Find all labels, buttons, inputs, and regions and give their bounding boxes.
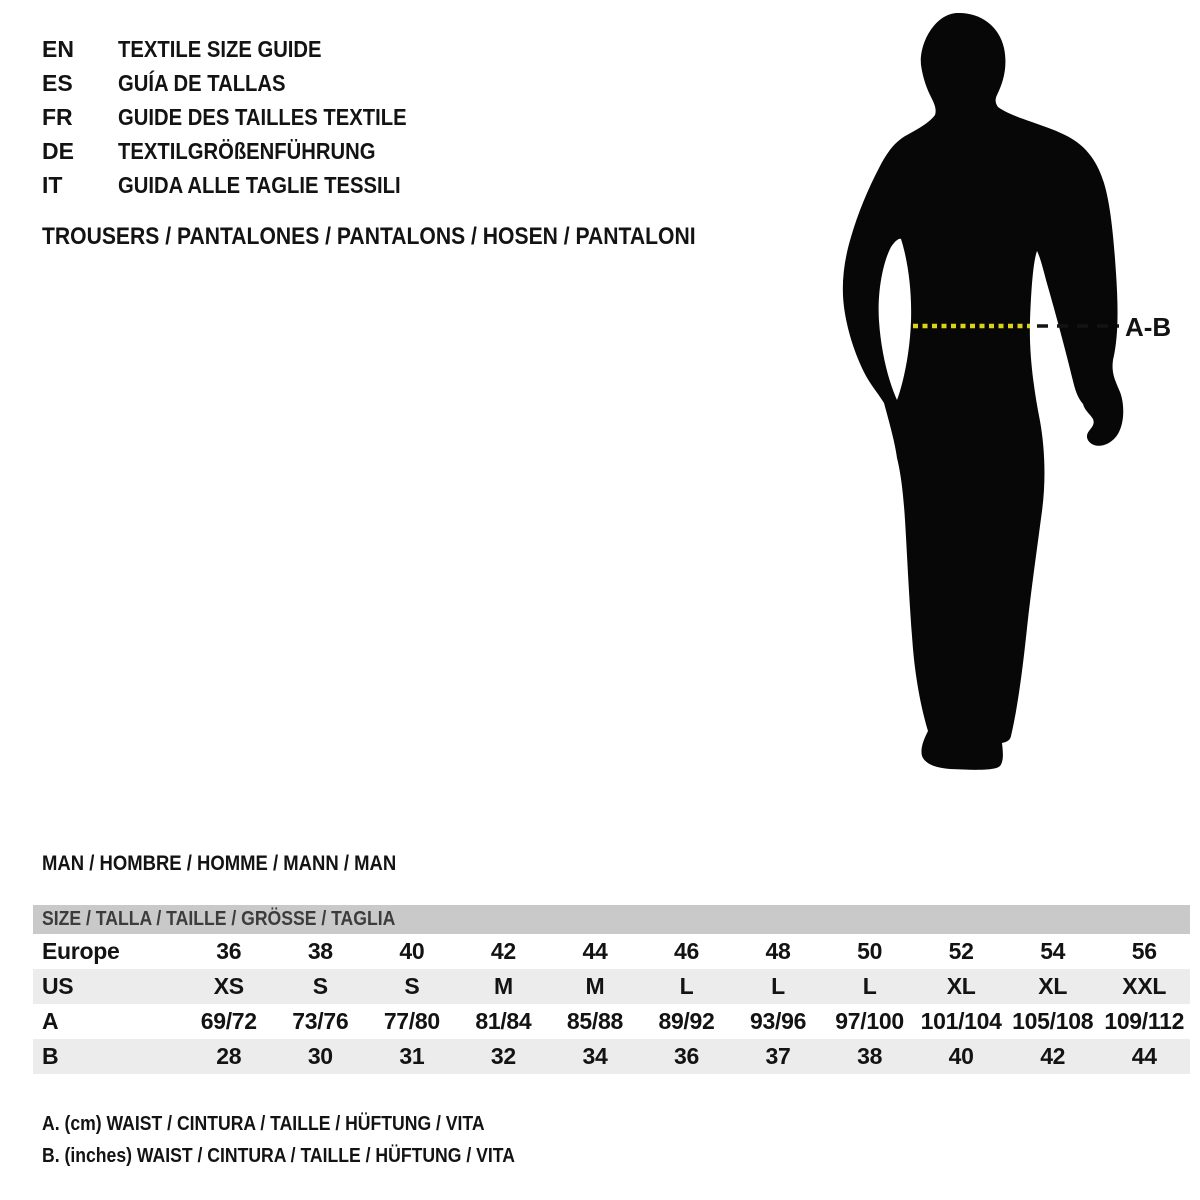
size-cell: 31	[399, 1043, 425, 1069]
language-title: GUIDA ALLE TAGLIE TESSILI	[118, 172, 401, 198]
size-cell: XXL	[1122, 973, 1167, 999]
size-table-header: SIZE / TALLA / TAILLE / GRÖSSE / TAGLIA	[33, 905, 1190, 934]
size-cell: 32	[490, 1043, 516, 1069]
size-cell: 36	[674, 1043, 699, 1069]
table-row-europe	[33, 934, 1190, 969]
language-row	[42, 32, 446, 66]
size-cell: 85/88	[566, 1008, 623, 1034]
man-silhouette-shape	[843, 13, 1123, 770]
size-cell: 38	[857, 1043, 883, 1069]
size-cell: 37	[765, 1043, 791, 1069]
size-cell: 42	[490, 938, 516, 964]
measure-label: A-B	[1125, 312, 1172, 342]
language-code: ES	[42, 70, 73, 96]
size-cell: 30	[307, 1043, 333, 1069]
size-cell: 52	[948, 938, 974, 964]
size-cell: S	[404, 973, 420, 999]
row-label: Europe	[42, 938, 120, 964]
row-label: A	[42, 1008, 59, 1034]
man-silhouette-figure	[810, 0, 1200, 800]
size-cell: XS	[213, 973, 244, 999]
size-cell: 28	[216, 1043, 242, 1069]
size-cell: 93/96	[750, 1008, 807, 1034]
size-cell: 77/80	[383, 1008, 440, 1034]
language-list	[42, 32, 446, 202]
size-cell: 50	[857, 938, 883, 964]
size-cell: M	[585, 973, 605, 999]
language-code: FR	[42, 104, 73, 130]
size-cell: S	[312, 973, 328, 999]
language-row	[42, 66, 446, 100]
size-cell: 34	[582, 1043, 608, 1069]
language-code: IT	[42, 172, 63, 198]
size-cell: 44	[582, 938, 608, 964]
size-cell: 89/92	[658, 1008, 715, 1034]
size-cell: L	[862, 973, 877, 999]
size-cell: XL	[1038, 973, 1068, 999]
size-table	[33, 905, 1190, 1074]
table-row-b-inches	[33, 1039, 1190, 1074]
language-row	[42, 100, 446, 134]
row-label: B	[42, 1043, 59, 1069]
size-cell: 109/112	[1104, 1008, 1185, 1034]
size-cell: L	[679, 973, 694, 999]
size-cell: 81/84	[475, 1008, 532, 1034]
size-cell: 73/76	[292, 1008, 349, 1034]
language-code: DE	[42, 138, 74, 164]
language-title: TEXTILGRÖßENFÜHRUNG	[118, 138, 376, 164]
size-cell: M	[493, 973, 513, 999]
size-cell: 69/72	[200, 1008, 257, 1034]
language-code: EN	[42, 36, 74, 62]
category-heading: TROUSERS / PANTALONES / PANTALONS / HOSEN / PANTALONI	[42, 223, 696, 250]
size-cell: 46	[674, 938, 699, 964]
row-label: US	[42, 973, 74, 999]
size-cell: 54	[1040, 938, 1066, 964]
footnote-a-cm: A. (cm) WAIST / CINTURA / TAILLE / HÜFTUNG / VITA	[42, 1113, 485, 1135]
size-cell: 40	[948, 1043, 974, 1069]
language-row	[42, 134, 446, 168]
size-cell: 48	[765, 938, 791, 964]
language-title: TEXTILE SIZE GUIDE	[118, 36, 322, 62]
size-cell: 56	[1131, 938, 1157, 964]
footnote-b-inches: B. (inches) WAIST / CINTURA / TAILLE / HÜFTUNG / VITA	[42, 1145, 515, 1167]
size-cell: 97/100	[835, 1008, 904, 1034]
gender-heading: MAN / HOMBRE / HOMME / MANN / MAN	[42, 852, 397, 875]
size-cell: 44	[1131, 1043, 1157, 1069]
size-cell: 38	[307, 938, 333, 964]
size-cell: 105/108	[1012, 1008, 1094, 1034]
size-cell: 40	[399, 938, 425, 964]
language-title: GUÍA DE TALLAS	[118, 70, 286, 96]
table-row-us	[33, 969, 1190, 1004]
size-cell: XL	[946, 973, 976, 999]
size-cell: 42	[1040, 1043, 1066, 1069]
size-cell: 101/104	[920, 1008, 1002, 1034]
size-cell: 36	[216, 938, 242, 964]
size-cell: L	[771, 973, 785, 999]
language-row	[42, 168, 446, 202]
table-row-a-cm	[33, 1004, 1190, 1039]
language-title: GUIDE DES TAILLES TEXTILE	[118, 104, 407, 130]
